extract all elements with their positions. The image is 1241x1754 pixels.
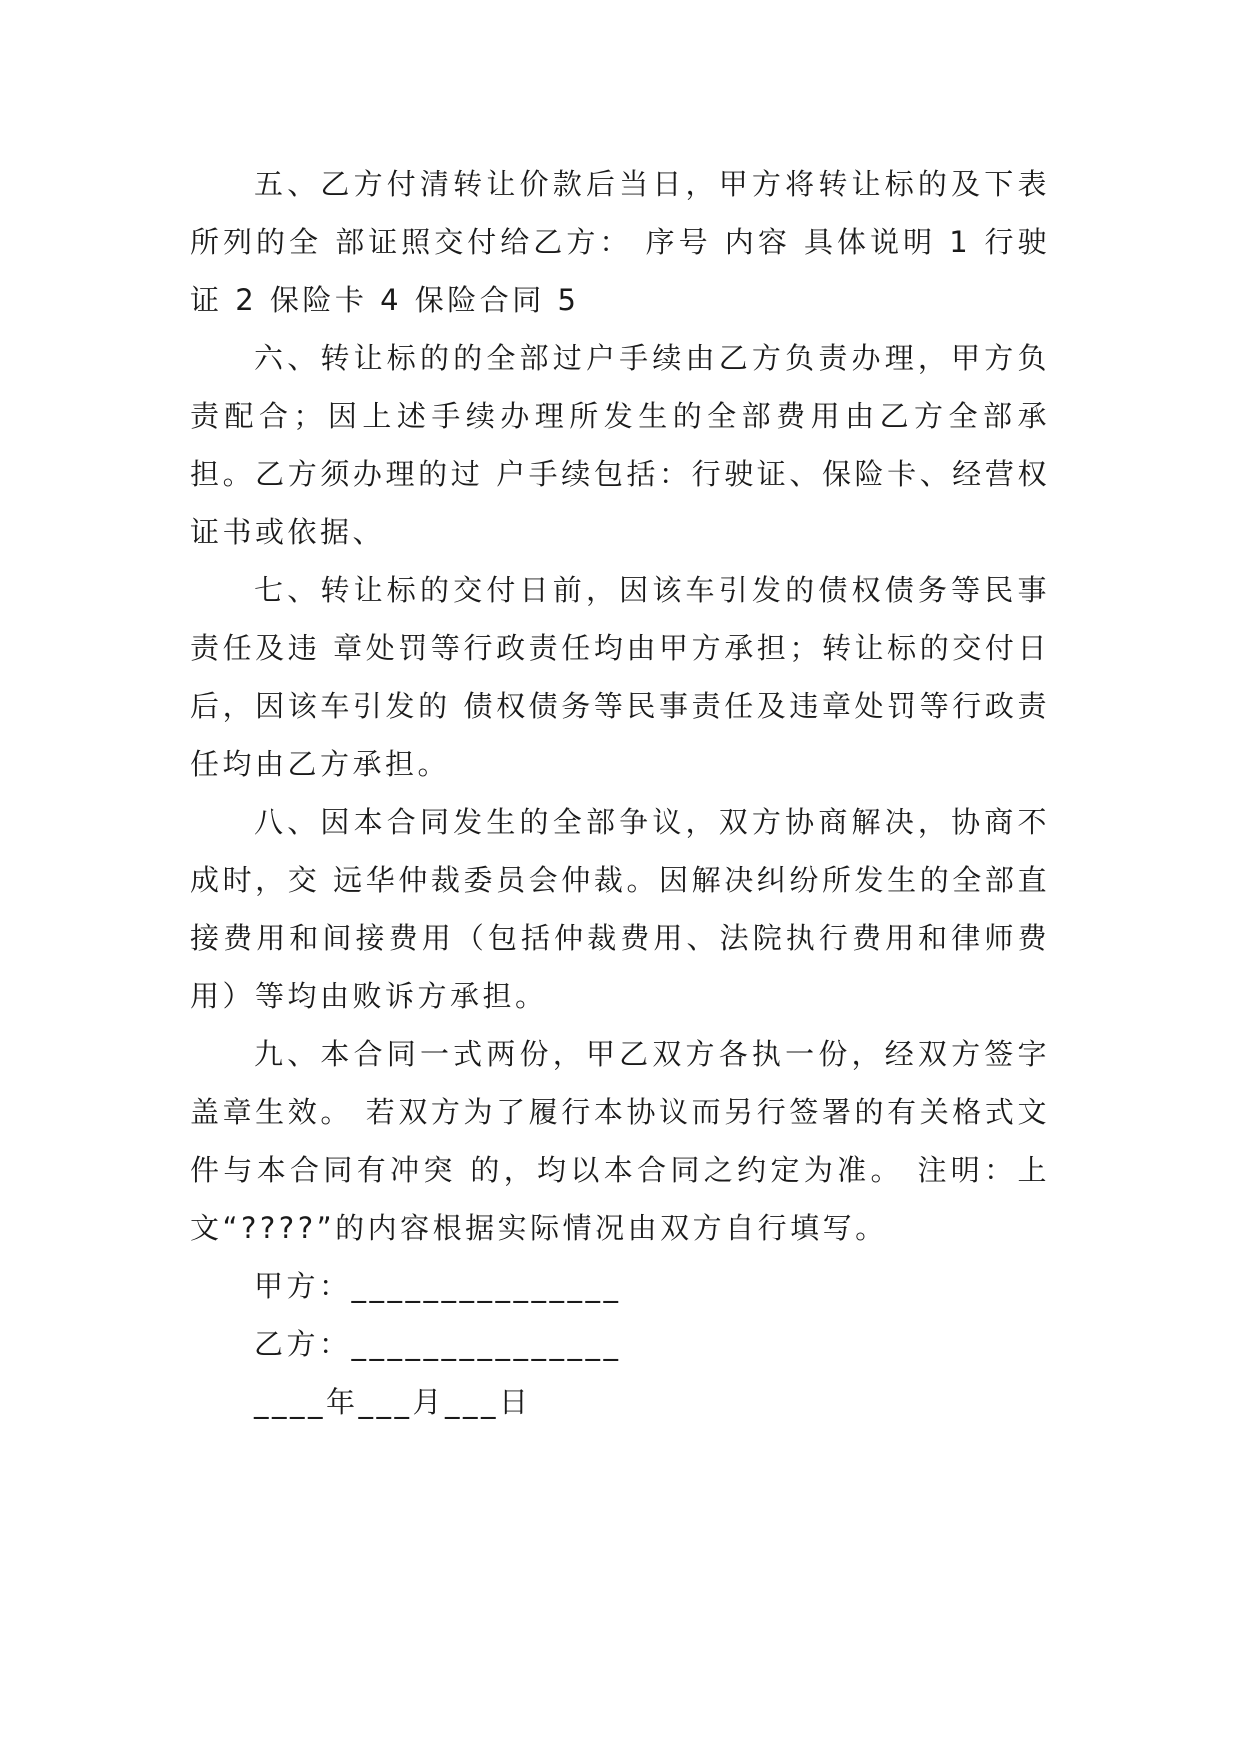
clause-six: 六、转让标的的全部过户手续由乙方负责办理，甲方负责配合；因上述手续办理所发生的全部费用由乙方全部承担。乙方须办理的过 户手续包括：行驶证、保险卡、经营权证书或依据、 [190, 341, 1050, 549]
date-line: ____年___月___日 [254, 1385, 532, 1419]
party-a-signature-line: 甲方：_______________ [254, 1269, 622, 1303]
clause-seven: 七、转让标的交付日前，因该车引发的债权债务等民事责任及违 章处罚等行政责任均由甲方承担；转让标的交付日后，因该车引发的 债权债务等民事责任及违章处罚等行政责任均由乙方承担。 [190, 573, 1050, 781]
clause-five: 五、乙方付清转让价款后当日，甲方将转让标的及下表所列的全 部证照交付给乙方： 序号 内容 具体说明 1 行驶证 2 保险卡 4 保险合同 5 [190, 167, 1050, 317]
clause-nine: 九、本合同一式两份，甲乙双方各执一份，经双方签字盖章生效。 若双方为了履行本协议而另行签署的有关格式文件与本合同有冲突 的，均以本合同之约定为准。 注明：上文“????”的内容根据实际情况由双方自行填写。 [190, 1037, 1050, 1245]
party-b-signature-line: 乙方：_______________ [254, 1327, 622, 1361]
clause-eight: 八、因本合同发生的全部争议，双方协商解决，协商不成时，交 远华仲裁委员会仲裁。因解决纠纷所发生的全部直接费用和间接费用（包括仲裁费用、法院执行费用和律师费用）等均由败诉方承担。 [190, 805, 1050, 1013]
